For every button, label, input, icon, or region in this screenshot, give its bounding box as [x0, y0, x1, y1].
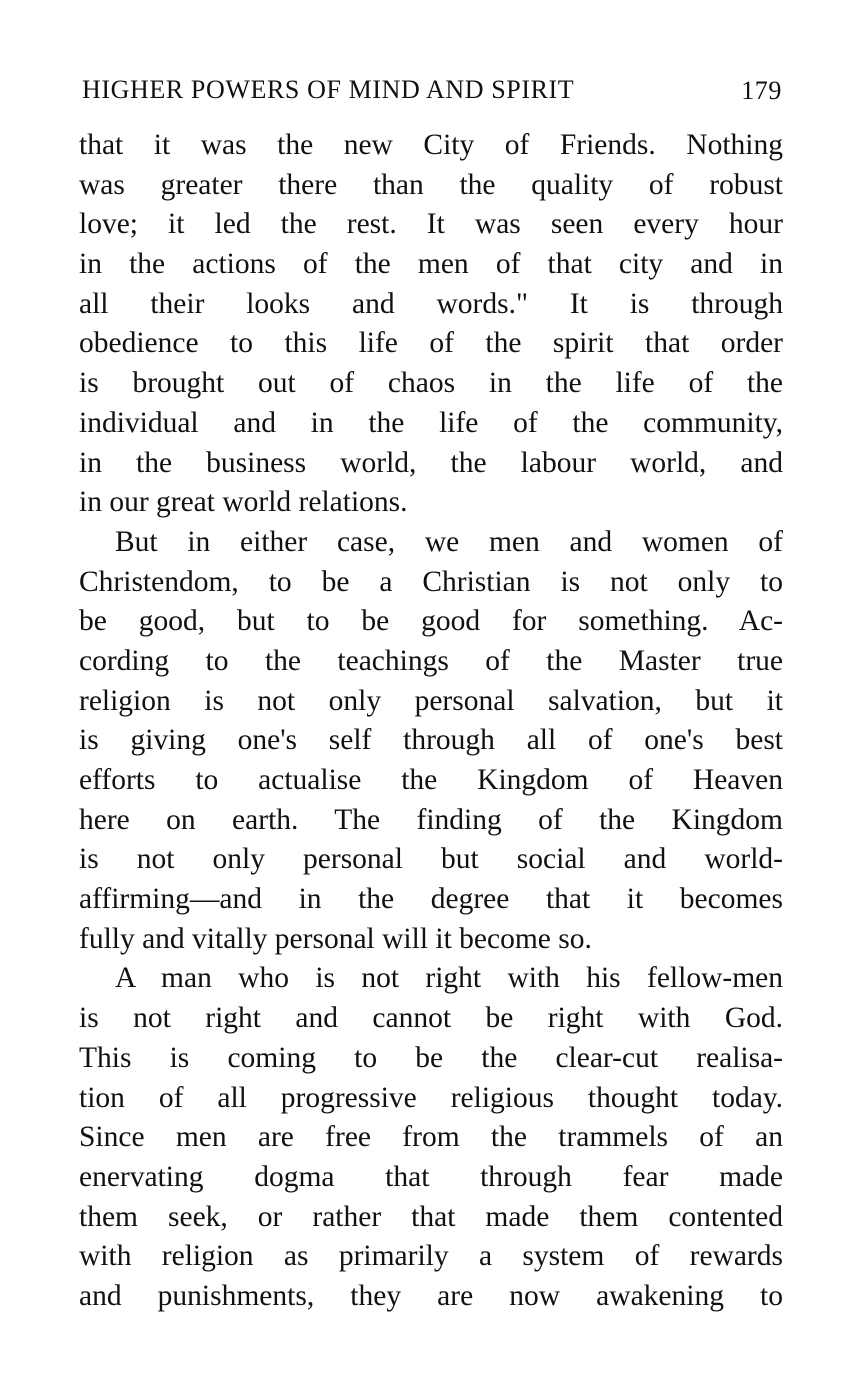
- text-line: here on earth. The finding of the Kingdom: [79, 803, 783, 836]
- running-head: [80, 72, 784, 108]
- text-line: efforts to actualise the Kingdom of Heaven: [79, 764, 783, 796]
- running-title: HIGHER POWERS OF MIND AND SPIRIT: [82, 75, 575, 104]
- text-line: But in either case, we men and women of: [115, 525, 783, 558]
- text-line: was greater there than the quality of robust: [79, 168, 783, 201]
- text-line: This is coming to be the clear-cut realisa-: [79, 1041, 783, 1074]
- body-text: [79, 126, 783, 1317]
- text-line: that it was the new City of Friends. Nothing: [79, 129, 783, 161]
- text-line: cording to the teachings of the Master true: [79, 644, 783, 677]
- text-line: Christendom, to be a Christian is not only to: [79, 565, 783, 598]
- page-number: 179: [741, 76, 782, 105]
- text-line: them seek, or rather that made them contented: [79, 1200, 783, 1233]
- text-line: fully and vitally personal will it become so.: [79, 922, 592, 955]
- text-line: with religion as primarily a system of rewards: [79, 1240, 783, 1273]
- text-line: tion of all progressive religious thought today.: [79, 1081, 783, 1114]
- text-line: A man who is not right with his fellow-men: [115, 962, 783, 995]
- text-line: Since men are free from the trammels of an: [79, 1121, 783, 1154]
- text-line: in the business world, the labour world, and: [79, 446, 783, 479]
- text-line: affirming—and in the degree that it becomes: [79, 883, 783, 916]
- text-line: and punishments, they are now awakening to: [79, 1279, 783, 1312]
- text-line: in the actions of the men of that city and in: [79, 248, 783, 281]
- text-line: is not right and cannot be right with God.: [79, 1002, 783, 1035]
- text-line: be good, but to be good for something. Ac-: [79, 605, 783, 638]
- paragraph-3: [79, 959, 783, 1316]
- text-line: in our great world relations.: [79, 486, 408, 519]
- text-line: enervating dogma that through fear made: [79, 1160, 783, 1193]
- text-line: is not only personal but social and world-: [79, 843, 783, 876]
- text-line: is giving one's self through all of one's best: [79, 724, 783, 757]
- text-line: religion is not only personal salvation, but it: [79, 684, 783, 717]
- text-line: obedience to this life of the spirit that order: [79, 327, 783, 360]
- text-line: individual and in the life of the community,: [79, 406, 783, 439]
- text-line: is brought out of chaos in the life of the: [79, 367, 783, 400]
- text-line: all their looks and words." It is through: [79, 287, 783, 320]
- text-line: love; it led the rest. It was seen every hour: [79, 208, 783, 241]
- paragraph-2: [79, 523, 783, 960]
- paragraph-1: [79, 126, 783, 523]
